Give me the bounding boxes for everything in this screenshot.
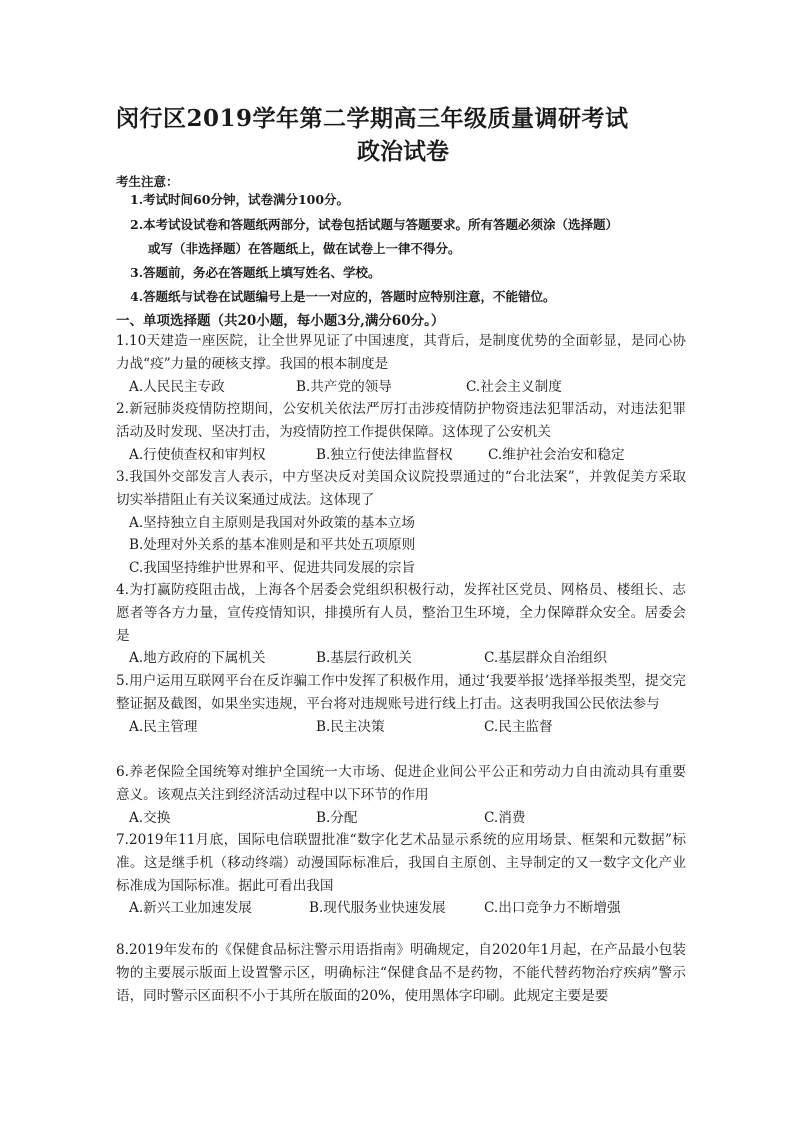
option-a: A.民主管理 bbox=[129, 718, 198, 735]
notice-item: 2.本考试设试卷和答题纸两部分，试卷包括试题与答题要求。所有答题必须涂（选择题） bbox=[130, 217, 619, 232]
option-c: C.社会主义制度 bbox=[466, 378, 562, 395]
question-stem: 2.新冠肺炎疫情防控期间，公安机关依法严厉打击涉疫情防护物资违法犯罪活动，对违法犯罪活动及时发现、坚决打击，为疫情防控工作提供保障。这体现了公安机关 bbox=[116, 401, 686, 440]
question-stem: 6.养老保险全国统筹对维护全国统一大市场、促进企业间公平公正和劳动力自由流动具有重要意义。该观点关注到经济活动过程中以下环节的作用 bbox=[116, 764, 686, 803]
question-stem: 3.我国外交部发言人表示，中方坚决反对美国众议院投票通过的“台北法案”，并敦促美方采取切实举措阻止有关议案通过成法。这体现了 bbox=[116, 469, 686, 508]
exam-title: 闵行区2019学年第二学期高三年级质量调研考试 bbox=[116, 105, 629, 132]
question-stem: 5.用户运用互联网平台在反诈骗工作中发挥了积极作用，通过‘我要举报’选择举报类型，提交完整证据及截图，如果坐实违规，平台将对违规账号进行线上打击。这表明我国公民依法参与 bbox=[116, 673, 686, 712]
option-c: C.出口竞争力不断增强 bbox=[484, 900, 621, 917]
option-b: B.分配 bbox=[316, 809, 358, 826]
notice-item: 4.答题纸与试卷在试题编号上是一一对应的，答题时应特别注意，不能错位。 bbox=[130, 289, 556, 304]
question-options bbox=[116, 716, 686, 739]
question-stem: 8.2019年发布的《保健食品标注警示用语指南》明确规定，自2020年1月起，在产品最小包装物的主要展示版面上设置警示区，明确标注“保健食品不是药物，不能代替药物治疗疾病”警示语，同时警示区面积不小于其所在版面的20%，使用黑体字印刷。此规定主要是要 bbox=[116, 942, 686, 1004]
question-stem: 7.2019年11月底，国际电信联盟批准“数字化艺术品显示系统的应用场景、框架和元数据”标准。这是继手机（移动终端）动漫国际标准后，我国自主原创、主导制定的又一数字文化产业标准成为国际标准。据此可看出我国 bbox=[116, 832, 686, 894]
exam-subtitle: 政治试卷 bbox=[357, 138, 449, 165]
option-b: B.共产党的领导 bbox=[296, 378, 392, 395]
question-2 bbox=[116, 398, 686, 466]
option-a: A.行使侦查权和审判权 bbox=[129, 446, 266, 463]
option-b: B.独立行使法律监督权 bbox=[316, 446, 453, 463]
section-title: 一、单项选择题（共20小题，每小题3分,满分60分。） bbox=[116, 313, 445, 329]
question-options bbox=[116, 444, 686, 467]
question-options bbox=[116, 897, 686, 920]
notice-item: 3.答题前，务必在答题纸上填写姓名、学校。 bbox=[130, 265, 381, 280]
option-b: B.处理对外关系的基本准则是和平共处五项原则 bbox=[129, 537, 416, 554]
option-b: B.民主决策 bbox=[316, 718, 385, 735]
notice-item: 1.考试时间60分钟，试卷满分100分。 bbox=[130, 192, 350, 207]
question-1 bbox=[116, 330, 686, 398]
question-5 bbox=[116, 670, 686, 738]
question-8 bbox=[116, 939, 686, 1007]
question-options bbox=[116, 647, 686, 670]
question-stem: 1.10天建造一座医院，让全世界见证了中国速度，其背后，是制度优势的全面彰显，是同心协力战“疫”力量的硬核支撑。我国的根本制度是 bbox=[116, 333, 686, 372]
question-options bbox=[116, 376, 686, 399]
option-a: A.交换 bbox=[129, 809, 171, 826]
option-a: A.新兴工业加速发展 bbox=[129, 900, 252, 917]
question-stem: 4.为打赢防疫阻击战，上海各个居委会党组织积极行动，发挥社区党员、网格员、楼组长、志愿者等各方力量，宣传疫情知识，排摸所有人员，整治卫生环境，全力保障群众安全。居委会是 bbox=[116, 582, 686, 644]
option-a: A.地方政府的下属机关 bbox=[129, 650, 266, 667]
option-a: A.坚持独立自主原则是我国对外政策的基本立场 bbox=[129, 514, 416, 531]
option-c: C.基层群众自治组织 bbox=[484, 650, 607, 667]
question-options bbox=[116, 807, 686, 830]
option-a: A.人民民主专政 bbox=[129, 378, 225, 395]
question-4 bbox=[116, 579, 686, 670]
question-3 bbox=[116, 466, 686, 580]
option-b: B.基层行政机关 bbox=[316, 650, 412, 667]
notice-heading: 考生注意： bbox=[116, 174, 179, 189]
option-c: C.消费 bbox=[484, 809, 526, 826]
option-c: C.我国坚持维护世界和平、促进共同发展的宗旨 bbox=[129, 560, 416, 577]
question-7 bbox=[116, 829, 686, 920]
option-c: C.维护社会治安和稳定 bbox=[488, 446, 625, 463]
notice-item: 或写（非选择题）在答题纸上，做在试卷上一律不得分。 bbox=[148, 241, 461, 256]
option-b: B.现代服务业快速发展 bbox=[309, 900, 446, 917]
question-6 bbox=[116, 761, 686, 829]
option-c: C.民主监督 bbox=[484, 718, 553, 735]
